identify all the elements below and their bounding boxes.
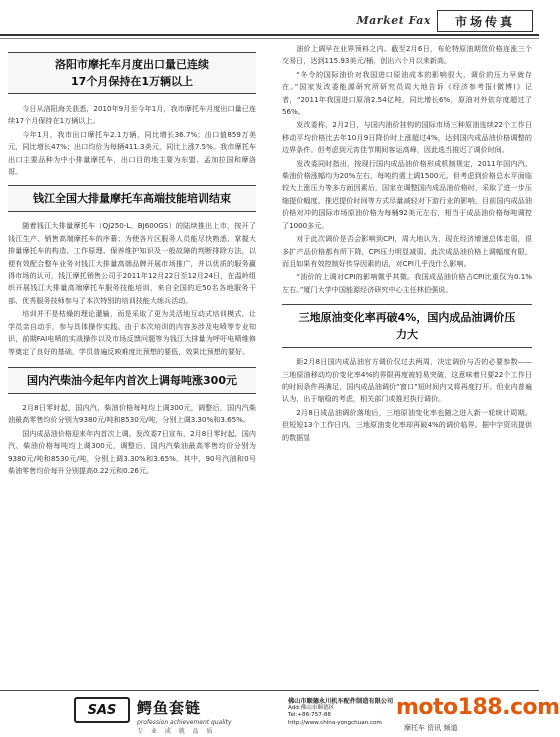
left-column (8, 52, 256, 477)
article-title-line: 力大 (396, 328, 418, 342)
article-title-qianjiang: 钱江全国大排量摩托车高端技能培训结束 (8, 185, 256, 212)
section-label: 市场传真 (437, 10, 533, 32)
header-rule (0, 34, 539, 36)
sas-logo: SAS (74, 697, 130, 723)
company-info (288, 698, 408, 727)
publication-name: Market Fax (356, 14, 431, 27)
article-paragraph: 发改委同时指出，按现行国内成品油价格形成机制规定，2011年国内汽、柴油价格涨幅均为20%左右，每吨约需上调1500元。但考虑到价格总水平面临较大上涨压力等多方面因素后，国家在调整国内成品油价格时，采取了进一步压缩提价幅度、推迟提价时间等方式尽量减轻对下游行业的影响，目前国内成品油价格对冲的国际市场原油价格为每桶92美元左右，相当于成品油价格每吨调控了1000多元。 (282, 158, 532, 230)
article-paragraph: 发改委称，2月2日，与国内油价挂钩的国际市场三种原油连续22个工作日移动平均价格比去年10月9日降价时上涨超过4%，达到国内成品油价格调整的边界条件。但考虑到元宵佳节期间客运高峰，因此选当推迟了调价时间。 (282, 120, 532, 155)
article-title-line: 17个月保持在1万辆以上 (71, 75, 193, 88)
article-paragraph: 对于此次调价是否会影响到CPI，周大地认为，现在经济增速总体走弱，很多扩产品价格都有所下降，CPI压力明显减弱。此次成品油价格上调幅度有限，而且如果有效控制好传导因素的话，对CPI几乎没什么影响。 (282, 234, 532, 268)
watermark-subtitle: 摩托车 资讯 频道 (404, 724, 458, 732)
article-paragraph: 2月8日成品油调价落地后，三地原油变化率也随之进入新一轮统计周期。但短短13个工作日内，三地原油变化率却再破4%的调价临界。据中宇资讯提供的数据显 (282, 407, 532, 442)
article-paragraph: 随着钱江大排量摩托车（QJ250-L、BJ600GS）的陆续推出上市，按开了钱江生产、销售高端摩托车的序幕；为使各片区服务人员能尽快熟悉、掌握大排量摩托车的构造、工作原理、保养维护知识及一般故障的判断排除方法，以便有效配合整车业务对钱江大排量高端品牌开展市场推广，并以优质的服务赢得市场的认可，钱江摩托销售公司于2011年12月22日至12月24日，在温岭组织开展钱江大排量高端摩托车服务技能培训，来自全国的近50名各地服务干部、优秀服务技师参与了本次特别的培训技能大练兵活动。 (8, 221, 256, 305)
article-paragraph: 培训并不是枯燥的理论灌输，而是采取了更为灵活地互动式培训模式，让学员亲自动手，参与具体操作实践。由于本次培训的内容多涉及电喷等专业知识，前期FAI电喷的实战操作以及市场反馈问题等为钱江大排量为呼吁电喷维修等奠定了良好的基础，学员普遍反映难度比预想的要低，效果比预想的要好。 (8, 309, 256, 356)
article-paragraph: 油价上调早在业界预料之内。截至2月6日，布伦特原油期货价格连涨三个交易日，达到115.93美元/桶，创出六个月以来新高。 (282, 44, 532, 66)
brand-slogan-zh: 专 业 成 就 品 质 (137, 728, 216, 735)
company-web: http://www.china-yongchuan.com (288, 719, 382, 726)
article-paragraph: “冬令的国际油价对我国进口原油成本的影响很大，调价的压力早就存在。”国家发改委能源研究所研究员周大地告诉《经济参考报(微博)》记者，“2011年我国进口原油2.54亿吨，同比增长6%，原油对外依存度超过了56%。 (282, 69, 532, 117)
article-paragraph: 距2月8日国内成品油官方调价仅过去两周，决定调价与否的必要参数——三地原油移动均价变化率4%的界限再度被轻易突破，这意味着只要22个工作日的时间条件再满足，国内成品油调价“窗口”短时间内又将再度打开。但业内普遍认为，出于缩稳的考虑，相关部门或推迟执行调价。 (282, 357, 532, 404)
company-tel: Tel:+86-757-88 (288, 712, 331, 719)
right-column (282, 42, 532, 444)
article-title-luoyang (8, 52, 256, 94)
brand-name: 鳄鱼套链 (137, 699, 202, 717)
article-paragraph: 今年1月，我市出口摩托车2.1万辆，同比增长36.7%；出口值859万美元，同比增长47%；出口均价为每辆411.3美元，同比上涨7.5%。我市摩托车出口主要品种为中小排量摩托车，出口目的地主要为东盟、孟加拉国和摩洛哥。 (8, 129, 256, 177)
watermark-logo: moto188.com (396, 695, 560, 720)
article-paragraph: 国内成品油价格迎来年内首次上调。发改委7日宣布，2月8日零时起，国内汽、柴油价格每吨均上调300元，调整后，国内汽柴油最高零售均价分别为9380元/吨和8530元/吨，分别上调3.30%和3.65%。其中，90号汽油和0号柴油零售均价每升分别提高0.22元和0.26元。 (8, 428, 256, 475)
article-paragraph: 今日从洛阳海关获悉，2010年9月至今年1月，我市摩托车月度出口量已连续17个月保持在1万辆以上。 (8, 104, 256, 126)
article-paragraph: “油价的上调对CPI的影响微乎其微。我国成品油价格占CPI比重仅为0.1%左右。”厦门大学中国能源经济研究中心主任林伯强说。 (282, 272, 532, 294)
brand-slogan-en: profession achievement quality (137, 719, 232, 726)
article-title-line: 洛阳市摩托车月度出口量已连续 (55, 58, 209, 71)
brand-block (137, 697, 277, 735)
company-name: 佛山市顺德永川机车配件制造有限公司 (288, 698, 394, 705)
company-address: Add:佛山市顺德区 (288, 705, 335, 712)
article-title-fuel: 国内汽柴油今起年内首次上调每吨涨300元 (8, 367, 256, 394)
article-paragraph: 2月8日零时起，国内汽、柴油价格每吨均上调300元，调整后，国内汽柴油最高零售均价分别为9380元/吨和8530元/吨，分别上调3.30%和3.65%。 (8, 402, 256, 425)
article-title-line: 三地原油变化率再破4%，国内成品油调价压 (298, 311, 516, 325)
header-rule-thin (0, 38, 539, 39)
article-title-crude (282, 304, 532, 348)
